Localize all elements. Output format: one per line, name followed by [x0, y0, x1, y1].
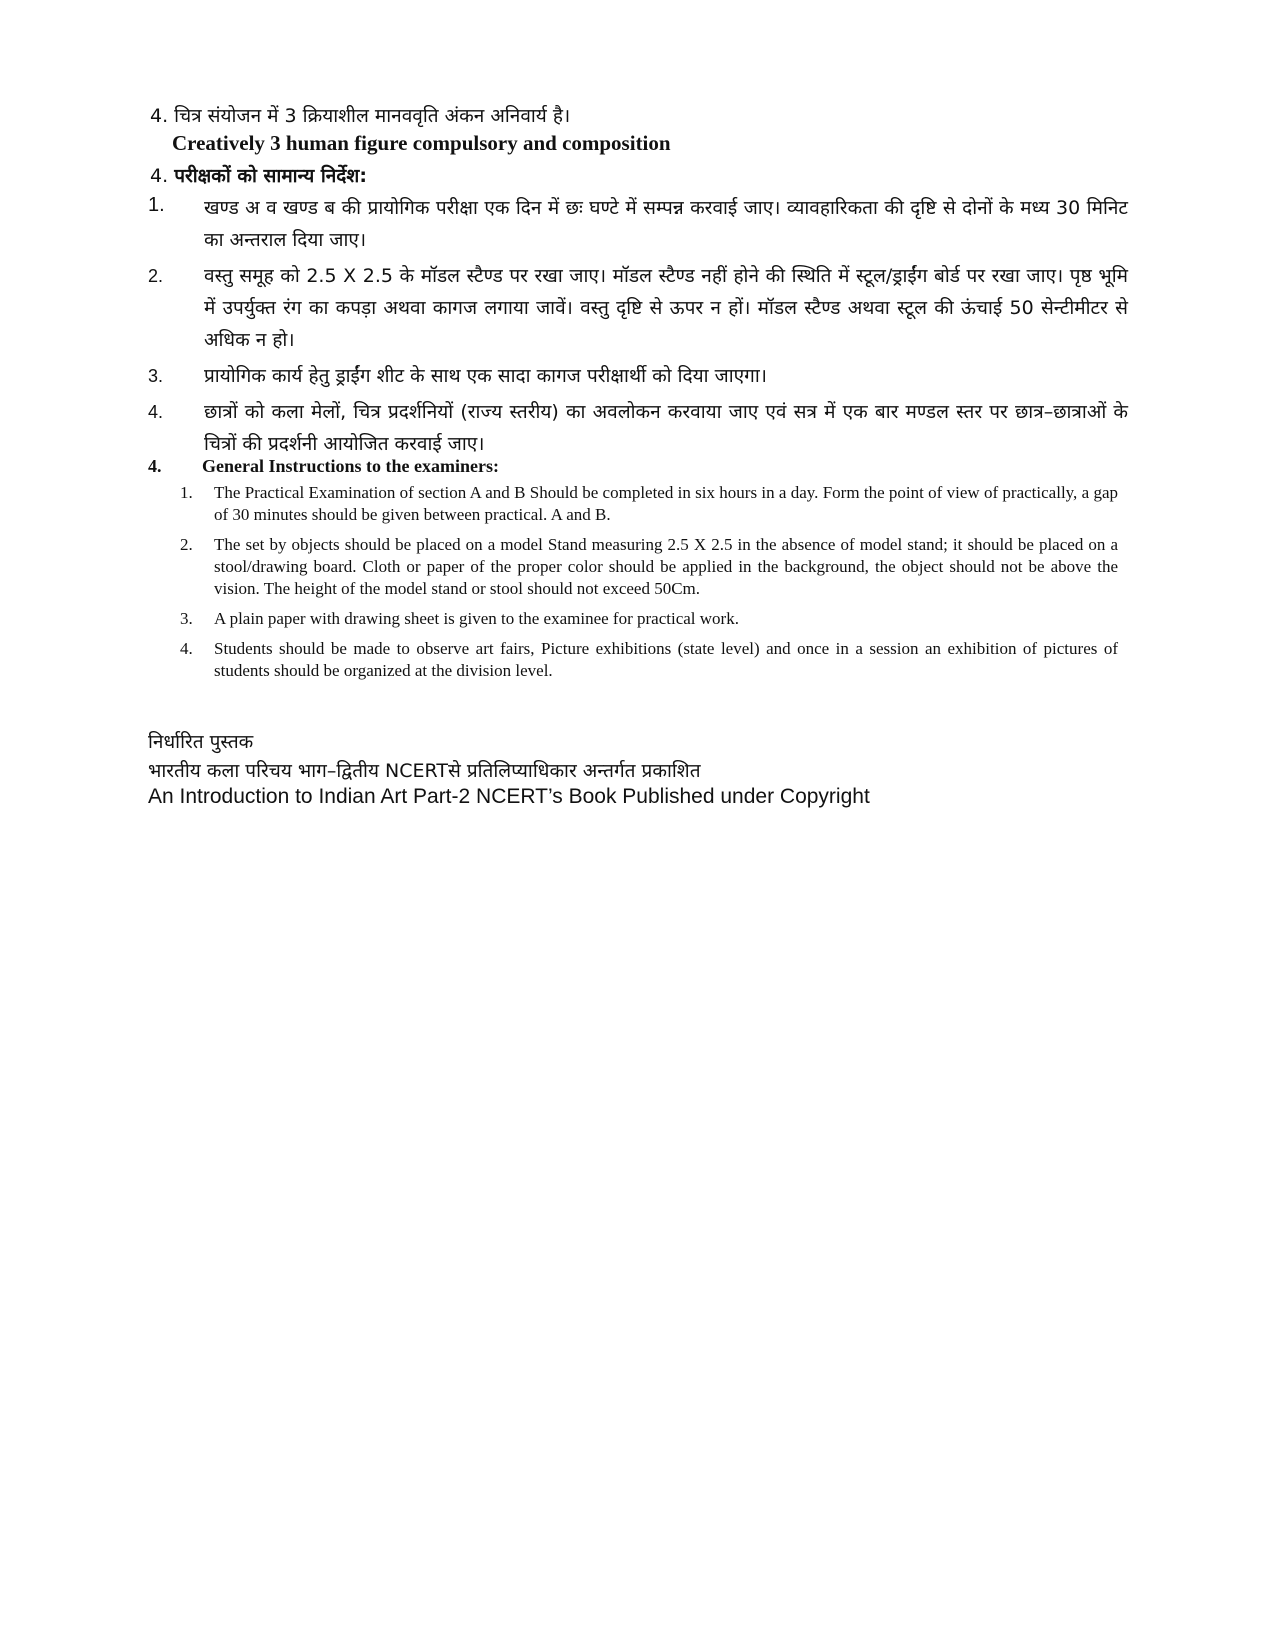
list-item-text: The set by objects should be placed on a model Stand measuring 2.5 X 2.5 in the absence of model stand; it should be placed on a stool/drawing board. Cloth or paper of the proper color should be applied in the background, the object should not be above the vision. The height of the model stand or stool should not exceed 50Cm.	[214, 535, 1118, 598]
list-item-text: प्रायोगिक कार्य हेतु ड्राईंग शीट के साथ एक सादा कागज परीक्षार्थी को दिया जाएगा।	[204, 365, 767, 387]
list-item-number: 3.	[180, 609, 193, 628]
prescribed-book-title-hindi: भारतीय कला परिचय भाग–द्वितीय NCERTसे प्रतिलिप्याधिकार अन्तर्गत प्रकाशित	[148, 760, 701, 782]
list-item-number: 1.	[180, 483, 193, 502]
list-item	[180, 534, 1118, 600]
point-4-english: Creatively 3 human figure compulsory and composition	[172, 131, 671, 155]
list-item-text: छात्रों को कला मेलों, चित्र प्रदर्शनियों (राज्य स्तरीय) का अवलोकन करवाया जाए एवं सत्र में एक बार मण्डल स्तर पर छात्र–छात्राओं के चित्रों की प्रदर्शनी आयोजित करवाई जाए।	[204, 401, 1128, 455]
examiner-heading-english-number: 4.	[148, 456, 162, 476]
list-item-number: 4.	[180, 639, 193, 658]
list-item-text: वस्तु समूह को 2.5 X 2.5 के मॉडल स्टैण्ड पर रखा जाए। मॉडल स्टैण्ड नहीं होने की स्थिति में स्टूल/ड्राईंग बोर्ड पर रखा जाए। पृष्ठ भूमि में उपर्युक्त रंग का कपड़ा अथवा कागज लगाया जावें। वस्तु दृष्टि से ऊपर न हों। मॉडल स्टैण्ड अथवा स्टूल की ऊंचाई 50 सेन्टीमीटर से अधिक न हो।	[204, 265, 1128, 351]
hindi-instructions-list	[148, 192, 1128, 464]
list-item	[148, 260, 1128, 356]
list-item-number: 1.	[148, 194, 165, 216]
list-item	[180, 482, 1118, 526]
list-item	[148, 360, 1128, 392]
list-item-text: A plain paper with drawing sheet is given to the examinee for practical work.	[214, 609, 739, 628]
list-item-text: The Practical Examination of section A and B Should be completed in six hours in a day. Form the point of view of practically, a gap of 30 minutes should be given between practical. A and B.	[214, 483, 1118, 524]
point-4-hindi: 4. चित्र संयोजन में 3 क्रियाशील मानववृति अंकन अनिवार्य है।	[150, 105, 571, 127]
list-item-text: खण्ड अ व खण्ड ब की प्रायोगिक परीक्षा एक दिन में छः घण्टे में सम्पन्न करवाई जाए। व्यावहारिकता की दृष्टि से दोनों के मध्य 30 मिनिट का अन्तराल दिया जाए।	[204, 197, 1128, 251]
examiner-heading-hindi-text: परीक्षकों को सामान्य निर्देश:	[174, 165, 367, 187]
list-item-text: Students should be made to observe art fairs, Picture exhibitions (state level) and once in a session an exhibition of pictures of students should be organized at the division level.	[214, 639, 1118, 680]
list-item	[180, 608, 1118, 630]
list-item-number: 2.	[180, 535, 193, 554]
list-item	[180, 638, 1118, 682]
prescribed-book-heading: निर्धारित पुस्तक	[148, 731, 254, 753]
list-item	[148, 396, 1128, 460]
list-item-number: 4.	[148, 402, 164, 422]
examiner-heading-english	[148, 456, 499, 477]
examiner-heading-hindi	[150, 162, 367, 188]
list-item-number: 2.	[148, 266, 164, 286]
examiner-heading-hindi-number: 4.	[150, 165, 169, 187]
examiner-heading-english-text: General Instructions to the examiners:	[202, 456, 499, 476]
list-item-number: 3.	[148, 366, 164, 386]
list-item	[148, 192, 1128, 256]
english-instructions-list	[180, 482, 1118, 690]
prescribed-book-title-english: An Introduction to Indian Art Part-2 NCERT’s Book Published under Copyright	[148, 785, 870, 808]
